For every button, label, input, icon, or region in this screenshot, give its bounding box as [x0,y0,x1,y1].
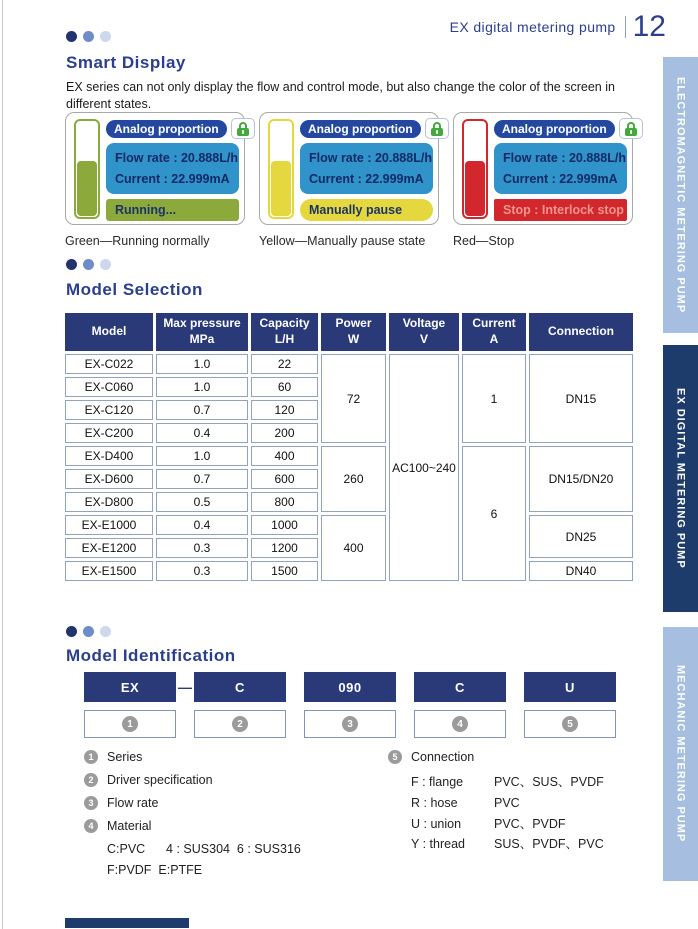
connection-materials: PVC、SUS、PVDF [494,775,604,789]
screen-frame [453,112,633,225]
legend-item-connection [388,750,648,764]
connection-option [411,773,648,792]
status-bar: Stop : Interlock stop [494,199,627,221]
capacity-cell: 22 [251,354,318,374]
connection-code: R : hose [411,795,458,810]
model-code-row [84,672,616,702]
code-box-connection: U [524,672,616,702]
pressure-cell: 0.3 [156,538,248,558]
col-header-max-pressure: Max pressure MPa [156,313,248,351]
section-bullet-dots [66,626,111,637]
code-box-series: EX [84,672,176,702]
lock-badge [425,118,449,139]
number-box [194,710,286,738]
circled-number: 5 [388,750,402,764]
col-header-connection: Connection [529,313,633,351]
model-cell: EX-D800 [65,492,153,512]
capacity-cell: 600 [251,469,318,489]
current-readout: Current : 22.999mA [503,171,618,186]
display-panel-red [453,112,633,248]
legend-label: Series [107,750,143,764]
level-tank [462,119,488,219]
col-header-model: Model [65,313,153,351]
pressure-cell: 0.5 [156,492,248,512]
model-cell: EX-C200 [65,423,153,443]
readout-box [300,143,433,194]
model-cell: EX-D400 [65,446,153,466]
lock-icon [624,122,638,136]
capacity-cell: 1200 [251,538,318,558]
col-header-voltage: Voltage V [389,313,459,351]
flow-rate-readout: Flow rate : 20.888L/h [503,151,626,165]
lock-icon [236,122,250,136]
legend-label: Driver specification [107,773,213,787]
legend-item-driver [84,773,384,787]
model-identification-heading: Model Identification [66,646,236,665]
circled-number: 1 [84,750,98,764]
current-readout: Current : 22.999mA [115,171,230,186]
legend-right-column [388,750,648,854]
pressure-cell: 0.4 [156,423,248,443]
col-header-current: Current A [462,313,526,351]
connection-option [411,794,648,813]
legend-left-column [84,750,384,884]
legend-label: Flow rate [107,796,159,810]
pressure-cell: 0.4 [156,515,248,535]
legend-label: Connection [411,750,475,764]
readout-box [494,143,627,194]
panel-caption: Yellow—Manually pause state [259,234,426,248]
material-codes-line: F:PVDF E:PTFE [107,863,203,878]
panel-caption: Red—Stop [453,234,515,248]
status-bar: Manually pause [300,199,433,221]
circled-number: 5 [562,716,578,732]
mode-pill: Analog proportion [494,120,615,138]
capacity-cell: 120 [251,400,318,420]
mode-pill: Analog proportion [300,120,421,138]
bullet-dot [83,31,94,42]
pressure-cell: 0.7 [156,469,248,489]
power-cell: 400 [321,515,386,581]
table-row [65,446,633,466]
lock-badge [619,118,643,139]
display-panel-yellow [259,112,439,248]
level-tank [74,119,100,219]
page-header [450,12,666,42]
smart-display-description: EX series can not only display the flow and control mode, but also change the color of the screen in different states. [66,80,615,111]
flow-rate-readout: Flow rate : 20.888L/h [309,151,432,165]
legend-item-flow-rate [84,796,384,810]
circled-number: 3 [84,796,98,810]
table-header-row [65,313,633,351]
circled-number: 4 [452,716,468,732]
legend-label: Material [107,819,152,833]
legend-item-material [84,819,384,833]
voltage-cell: AC100~240 [389,354,459,581]
connection-code: U : union [411,816,462,831]
pressure-cell: 1.0 [156,354,248,374]
circled-number: 3 [342,716,358,732]
current-cell: 1 [462,354,526,443]
table-row [65,515,633,535]
capacity-cell: 60 [251,377,318,397]
bullet-dot [66,31,77,42]
code-box-flow: 090 [304,672,396,702]
section-bullet-dots [66,31,111,42]
model-number-row [84,710,616,738]
legend-item-series [84,750,384,764]
model-selection-heading: Model Selection [66,280,203,299]
sidebar-tab-mechanic: MECHANIC METERING PUMP [663,627,698,881]
current-readout: Current : 22.999mA [309,171,424,186]
col-header-capacity: Capacity L/H [251,313,318,351]
header-title: EX digital metering pump [449,19,616,35]
number-box [84,710,176,738]
connection-materials: PVC、PVDF [494,816,566,831]
connection-cell: DN15 [529,354,633,443]
capacity-cell: 1000 [251,515,318,535]
connection-cell: DN15/DN20 [529,446,633,512]
display-panel-green [65,112,245,248]
connection-option [411,835,648,854]
circled-number: 4 [84,819,98,833]
connection-cell: DN40 [529,561,633,581]
lock-badge [231,118,255,139]
bullet-dot [83,259,94,270]
tank-fill [465,161,485,216]
code-dash: — [178,679,192,695]
sidebar-tab-ex-digital: EX DIGITAL METERING PUMP [663,345,698,612]
model-cell: EX-E1000 [65,515,153,535]
connection-code: F : flange [411,775,464,789]
lock-icon [430,122,444,136]
footer-accent-bar [65,918,189,928]
model-cell: EX-C120 [65,400,153,420]
model-cell: EX-D600 [65,469,153,489]
number-box [524,710,616,738]
bullet-dot [100,259,111,270]
section-bullet-dots [66,259,111,270]
capacity-cell: 400 [251,446,318,466]
header-divider [625,16,626,38]
power-cell: 72 [321,354,386,443]
bullet-dot [66,259,77,270]
tank-fill [271,161,291,216]
code-box-material: C [414,672,506,702]
model-selection-table [62,310,636,584]
display-panels [65,112,633,248]
mode-pill: Analog proportion [106,120,227,138]
capacity-cell: 800 [251,492,318,512]
code-box-driver: C [194,672,286,702]
sidebar-tab-electromagnetic: ELECTROMAGNETIC METERING PUMP [663,57,698,333]
connection-option [411,815,648,834]
flow-rate-readout: Flow rate : 20.888L/h [115,151,238,165]
model-cell: EX-C022 [65,354,153,374]
level-tank [268,119,294,219]
circled-number: 2 [84,773,98,787]
screen-frame [259,112,439,225]
current-cell: 6 [462,446,526,581]
status-bar: Running... [106,199,239,221]
bullet-dot [100,31,111,42]
model-cell: EX-E1200 [65,538,153,558]
tank-fill [77,161,97,216]
connection-materials: SUS、PVDF、PVC [494,837,604,852]
panel-caption: Green—Running normally [65,234,210,248]
number-box [304,710,396,738]
capacity-cell: 1500 [251,561,318,581]
circled-number: 1 [122,716,138,732]
screen-frame [65,112,245,225]
model-cell: EX-E1500 [65,561,153,581]
smart-display-heading: Smart Display [66,53,186,72]
pressure-cell: 0.3 [156,561,248,581]
readout-box [106,143,239,194]
number-box [414,710,506,738]
page-number: 12 [632,10,666,43]
connection-cell: DN25 [529,515,633,558]
power-cell: 260 [321,446,386,512]
col-header-power: Power W [321,313,386,351]
bullet-dot [83,626,94,637]
pressure-cell: 0.7 [156,400,248,420]
model-cell: EX-C060 [65,377,153,397]
capacity-cell: 200 [251,423,318,443]
connection-materials: PVC [494,795,520,810]
material-codes-line: C:PVC 4 : SUS304 6 : SUS316 [107,842,301,856]
page-left-border [2,0,3,929]
table-row [65,354,633,374]
bullet-dot [100,626,111,637]
bullet-dot [66,626,77,637]
pressure-cell: 1.0 [156,377,248,397]
connection-code: Y : thread [411,837,465,852]
circled-number: 2 [232,716,248,732]
pressure-cell: 1.0 [156,446,248,466]
